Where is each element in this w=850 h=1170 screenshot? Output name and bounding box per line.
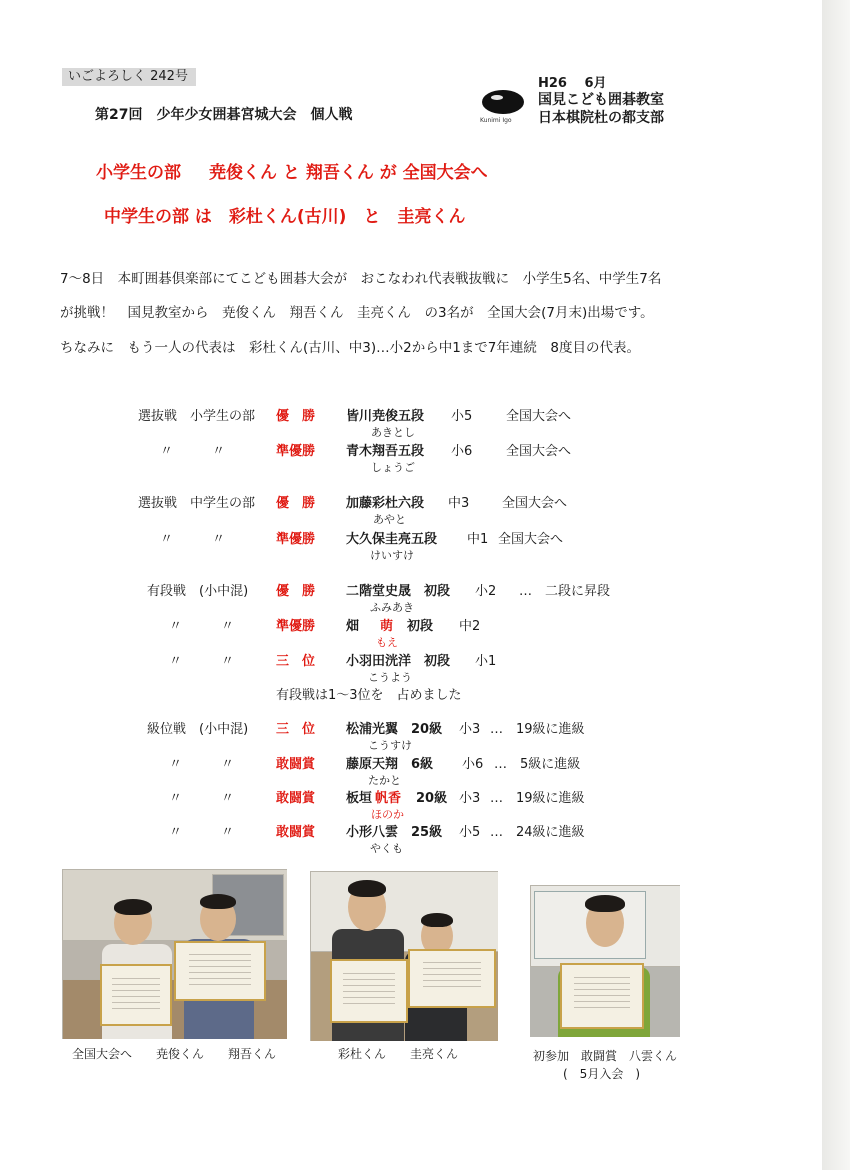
photo-caption-1: 全国大会へ 尭俊くん 翔吾くん bbox=[72, 1047, 277, 1061]
result-grade: 小1 bbox=[475, 654, 497, 669]
result-place: 敢闘賞 bbox=[276, 825, 316, 840]
result-grade: 小5 bbox=[451, 409, 473, 424]
result-furigana: ほのか bbox=[371, 808, 404, 821]
result-name: 小形八雲 25級 bbox=[346, 825, 443, 840]
result-name: 加藤彩杜六段 bbox=[346, 496, 425, 511]
photo-caption-3-sub: ( 5月入会 ) bbox=[563, 1067, 640, 1081]
result-note: … 24級に進級 bbox=[490, 825, 585, 840]
result-note: … 5級に進級 bbox=[494, 757, 581, 772]
result-grade: 小2 bbox=[475, 584, 497, 599]
intro-line-3: ちなみに もう一人の代表は 彩杜くん(古川、中3)…小2から中1まで7年連続 8度目の代表。 bbox=[60, 340, 640, 356]
result-place: 準優勝 bbox=[276, 619, 316, 634]
issue-date: H26 6月 bbox=[538, 76, 607, 91]
result-furigana: ふみあき bbox=[370, 601, 414, 614]
result-furigana: しょうご bbox=[371, 461, 415, 474]
result-note: 全国大会へ bbox=[506, 444, 572, 459]
result-name-surname: 畑 bbox=[346, 619, 360, 634]
result-grade: 小3 bbox=[459, 791, 481, 806]
result-name-surname: 板垣 bbox=[346, 791, 373, 806]
headline-elementary-text: 尭俊くん と 翔吾くん が 全国大会へ bbox=[209, 163, 488, 183]
result-category: 〃 〃 bbox=[169, 654, 235, 669]
result-note: … 19級に進級 bbox=[490, 722, 585, 737]
result-grade: 中2 bbox=[459, 619, 481, 634]
result-place: 敢闘賞 bbox=[276, 757, 316, 772]
headline-elementary-label: 小学生の部 bbox=[96, 163, 181, 183]
result-note: 全国大会へ bbox=[498, 532, 564, 547]
intro-line-1: 7～8日 本町囲碁倶楽部にてこども囲碁大会が おこなわれ代表戦抜戦に 小学生5名、中学生7名 bbox=[60, 271, 662, 287]
photo-caption-3: 初参加 敢闘賞 八雲くん bbox=[533, 1049, 678, 1063]
result-name-rank: 初段 bbox=[407, 619, 434, 634]
result-furigana: こうよう bbox=[368, 671, 412, 684]
result-note: … 19級に進級 bbox=[490, 791, 585, 806]
result-place: 準優勝 bbox=[276, 532, 316, 547]
photo-fighting-spirit-award bbox=[530, 885, 680, 1037]
club-logo bbox=[480, 90, 526, 126]
result-name: 皆川尭俊五段 bbox=[346, 409, 425, 424]
result-furigana: やくも bbox=[370, 842, 403, 855]
result-furigana: もえ bbox=[376, 636, 398, 649]
result-place: 三 位 bbox=[276, 722, 316, 737]
result-place: 優 勝 bbox=[276, 409, 316, 424]
result-category: 〃 〃 bbox=[169, 757, 235, 772]
result-category: 選抜戦 小学生の部 bbox=[138, 409, 256, 424]
result-note: … 二段に昇段 bbox=[519, 584, 611, 599]
result-place: 優 勝 bbox=[276, 584, 316, 599]
result-furigana: あきとし bbox=[371, 426, 415, 439]
result-name: 二階堂史晟 初段 bbox=[346, 584, 451, 599]
result-grade: 中3 bbox=[448, 496, 470, 511]
result-name: 大久保圭亮五段 bbox=[346, 532, 438, 547]
result-category: 級位戦 (小中混) bbox=[147, 722, 249, 737]
photo-national-reps-junior bbox=[310, 871, 498, 1041]
result-grade: 小6 bbox=[451, 444, 473, 459]
intro-line-2: が挑戦！ 国見教室から 尭俊くん 翔吾くん 圭亮くん の3名が 全国大会(7月末)出場です。 bbox=[60, 305, 654, 321]
result-note: 全国大会へ bbox=[502, 496, 568, 511]
result-grade: 小3 bbox=[459, 722, 481, 737]
headline-elementary bbox=[96, 158, 488, 183]
result-category: 〃 〃 bbox=[169, 791, 235, 806]
result-grade: 小5 bbox=[459, 825, 481, 840]
result-place: 優 勝 bbox=[276, 496, 316, 511]
result-category: 選抜戦 中学生の部 bbox=[138, 496, 256, 511]
result-name: 松浦光翼 20級 bbox=[346, 722, 443, 737]
headline-junior-high: 中学生の部 は 彩杜くん(古川) と 圭亮くん bbox=[104, 207, 466, 227]
org-name-2: 日本棋院杜の都支部 bbox=[538, 110, 664, 126]
photo-caption-2: 彩杜くん 圭亮くん bbox=[338, 1047, 459, 1061]
result-place: 準優勝 bbox=[276, 444, 316, 459]
org-name-1: 国見こども囲碁教室 bbox=[538, 92, 664, 108]
logo-text: Kunimi Igo bbox=[480, 117, 512, 124]
go-stone-icon bbox=[482, 90, 524, 114]
event-title: 第27回 少年少女囲碁宮城大会 個人戦 bbox=[95, 107, 353, 123]
result-name-given: 萌 bbox=[380, 619, 394, 634]
result-note: 全国大会へ bbox=[506, 409, 572, 424]
issue-number: いごよろしく 242号 bbox=[62, 68, 196, 86]
yudan-note: 有段戦は1～3位を 占めました bbox=[276, 688, 462, 703]
scan-edge bbox=[822, 0, 850, 1170]
result-name: 藤原天翔 6級 bbox=[346, 757, 434, 772]
result-furigana: こうすけ bbox=[368, 739, 412, 752]
result-category: 有段戦 (小中混) bbox=[147, 584, 249, 599]
result-furigana: たかと bbox=[368, 774, 401, 787]
result-grade: 小6 bbox=[462, 757, 484, 772]
result-category: 〃 〃 bbox=[160, 444, 226, 459]
result-name: 青木翔吾五段 bbox=[346, 444, 425, 459]
result-category: 〃 〃 bbox=[169, 619, 235, 634]
result-place: 敢闘賞 bbox=[276, 791, 316, 806]
result-name: 小羽田洸洋 初段 bbox=[346, 654, 451, 669]
result-name-given: 帆香 bbox=[375, 791, 402, 806]
result-category: 〃 〃 bbox=[160, 532, 226, 547]
photo-national-reps-elementary bbox=[62, 869, 287, 1039]
result-furigana: けいすけ bbox=[370, 549, 414, 562]
result-grade: 中1 bbox=[467, 532, 489, 547]
result-name-rank: 20級 bbox=[416, 791, 448, 806]
result-place: 三 位 bbox=[276, 654, 316, 669]
result-furigana: あやと bbox=[373, 513, 406, 526]
result-category: 〃 〃 bbox=[169, 825, 235, 840]
